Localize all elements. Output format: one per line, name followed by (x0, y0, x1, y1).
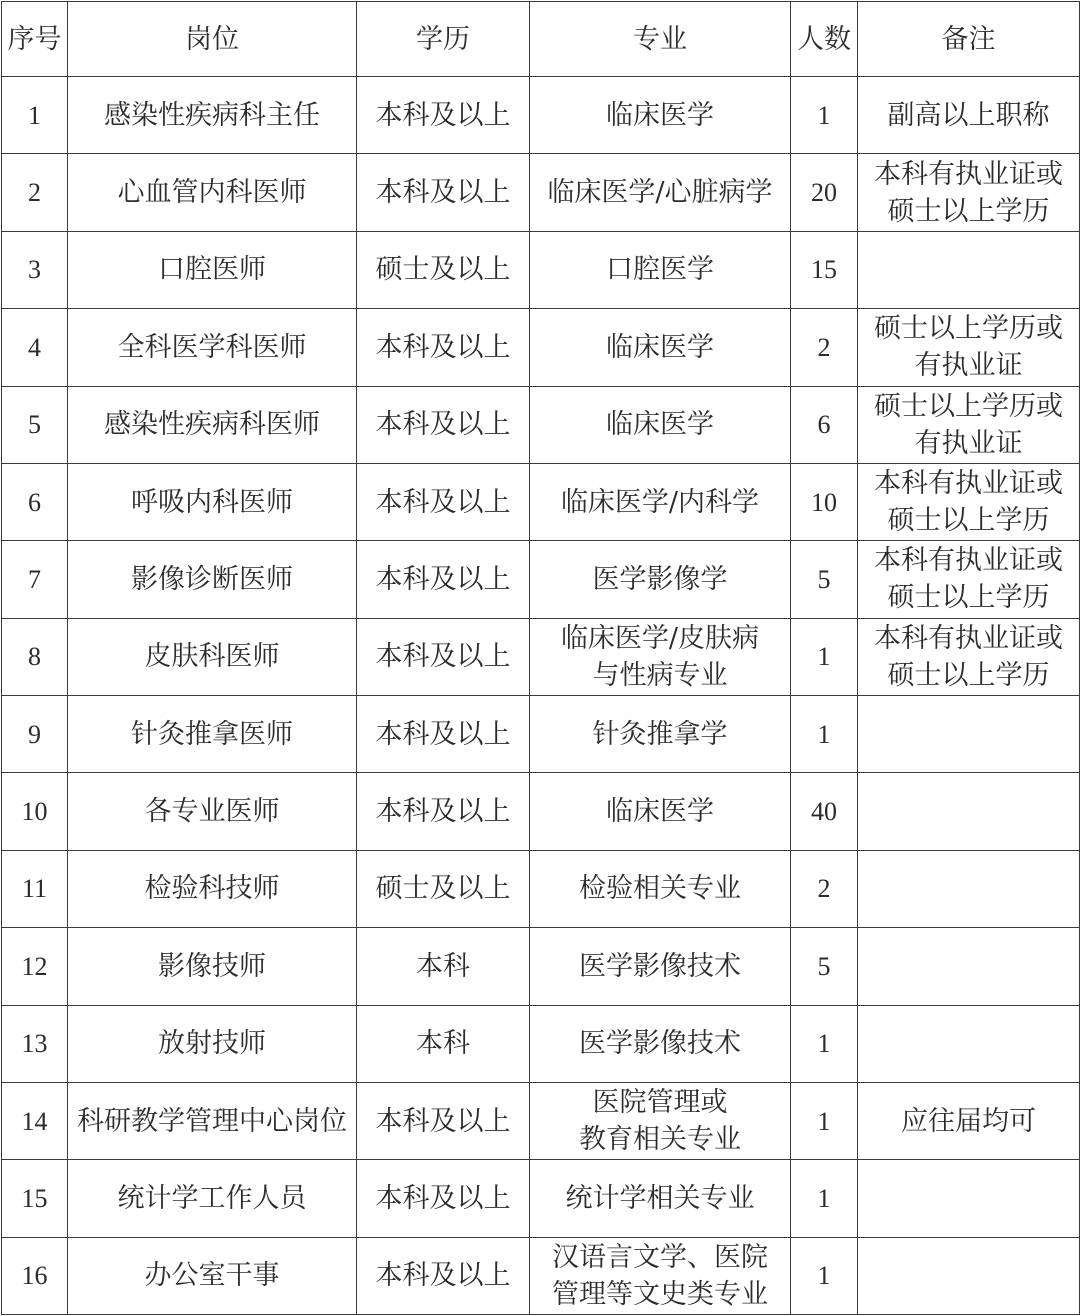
cell-education: 本科及以上 (357, 773, 530, 850)
cell-position: 全科医学科医师 (68, 309, 357, 386)
table-row (2, 1082, 1080, 1159)
cell-education: 硕士及以上 (357, 850, 530, 927)
header-notes: 备注 (858, 2, 1080, 77)
cell-count: 1 (791, 618, 858, 695)
table-row (2, 1160, 1080, 1237)
recruitment-table (1, 1, 1080, 1315)
cell-notes (858, 618, 1080, 695)
cell-position: 感染性疾病科医师 (68, 386, 357, 463)
cell-notes (858, 773, 1080, 850)
cell-position: 统计学工作人员 (68, 1160, 357, 1237)
cell-notes (858, 541, 1080, 618)
cell-index: 15 (2, 1160, 68, 1237)
cell-major-line: 与性病专业 (592, 659, 728, 691)
cell-index: 16 (2, 1237, 68, 1314)
cell-index: 13 (2, 1005, 68, 1082)
table-row (2, 463, 1080, 540)
cell-position: 各专业医师 (68, 773, 357, 850)
cell-major (530, 618, 791, 695)
cell-major (530, 77, 791, 154)
cell-count: 15 (791, 231, 858, 308)
cell-notes-line: 本科有执业证或 (874, 468, 1063, 500)
table-row (2, 1005, 1080, 1082)
cell-count: 10 (791, 463, 858, 540)
cell-notes (858, 231, 1080, 308)
cell-major-line: 临床医学/心脏病学 (547, 177, 773, 209)
cell-position: 针灸推拿医师 (68, 696, 357, 773)
cell-position: 影像诊断医师 (68, 541, 357, 618)
cell-major (530, 231, 791, 308)
table-header (2, 2, 1080, 77)
cell-major (530, 463, 791, 540)
cell-major (530, 928, 791, 1005)
cell-count: 40 (791, 773, 858, 850)
cell-education: 本科及以上 (357, 77, 530, 154)
cell-count: 1 (791, 1237, 858, 1314)
cell-count: 2 (791, 309, 858, 386)
cell-index: 6 (2, 463, 68, 540)
cell-index: 12 (2, 928, 68, 1005)
cell-education: 本科及以上 (357, 1237, 530, 1314)
cell-count: 5 (791, 541, 858, 618)
cell-major-line: 统计学相关专业 (565, 1182, 755, 1214)
cell-index: 14 (2, 1082, 68, 1159)
cell-notes (858, 850, 1080, 927)
cell-major-line: 临床医学/皮肤病 (560, 622, 760, 654)
cell-major-line: 医学影像技术 (579, 1028, 741, 1060)
cell-position: 口腔医师 (68, 231, 357, 308)
cell-notes-line: 硕士以上学历或 (874, 390, 1063, 422)
cell-position: 呼吸内科医师 (68, 463, 357, 540)
header-major: 专业 (530, 2, 791, 77)
cell-notes-line: 硕士以上学历 (887, 195, 1050, 227)
cell-notes-line: 应往届均可 (901, 1105, 1036, 1137)
cell-notes (858, 77, 1080, 154)
cell-education: 本科及以上 (357, 618, 530, 695)
cell-notes (858, 1237, 1080, 1314)
cell-notes (858, 696, 1080, 773)
cell-major-line: 医院管理或 (592, 1087, 728, 1119)
cell-education: 本科 (357, 928, 530, 1005)
cell-major-line: 临床医学 (606, 796, 714, 828)
cell-major-line: 汉语言文学、医院 (552, 1241, 768, 1273)
cell-education: 本科及以上 (357, 386, 530, 463)
cell-education: 本科及以上 (357, 696, 530, 773)
table-row (2, 1237, 1080, 1314)
cell-education: 本科及以上 (357, 1082, 530, 1159)
cell-position: 检验科技师 (68, 850, 357, 927)
cell-major (530, 1005, 791, 1082)
cell-index: 9 (2, 696, 68, 773)
cell-index: 4 (2, 309, 68, 386)
cell-notes-line: 硕士以上学历或 (874, 313, 1063, 345)
cell-major-line: 检验相关专业 (579, 873, 741, 905)
cell-notes-line: 本科有执业证或 (874, 622, 1063, 654)
header-position: 岗位 (68, 2, 357, 77)
cell-education: 本科及以上 (357, 541, 530, 618)
table-row (2, 541, 1080, 618)
cell-count: 1 (791, 1160, 858, 1237)
cell-major-line: 管理等文史类专业 (552, 1278, 768, 1310)
cell-major (530, 850, 791, 927)
cell-major (530, 1237, 791, 1314)
cell-major-line: 临床医学 (606, 99, 714, 131)
cell-major (530, 154, 791, 231)
table-row (2, 231, 1080, 308)
cell-count: 2 (791, 850, 858, 927)
cell-index: 2 (2, 154, 68, 231)
cell-major-line: 教育相关专业 (579, 1124, 741, 1156)
table-body (2, 77, 1080, 1315)
cell-major (530, 541, 791, 618)
cell-notes (858, 1082, 1080, 1159)
cell-notes (858, 1005, 1080, 1082)
cell-count: 5 (791, 928, 858, 1005)
cell-index: 11 (2, 850, 68, 927)
table-row (2, 386, 1080, 463)
cell-index: 3 (2, 231, 68, 308)
cell-position: 办公室干事 (68, 1237, 357, 1314)
cell-count: 6 (791, 386, 858, 463)
cell-major-line: 医学影像技术 (579, 950, 741, 982)
cell-education: 本科及以上 (357, 309, 530, 386)
cell-notes (858, 1160, 1080, 1237)
cell-major (530, 1160, 791, 1237)
cell-major-line: 临床医学 (606, 331, 714, 363)
cell-major-line: 临床医学/内科学 (560, 486, 760, 518)
cell-major-line: 口腔医学 (606, 254, 714, 286)
cell-major-line: 临床医学 (606, 409, 714, 441)
cell-notes-line: 硕士以上学历 (887, 505, 1050, 537)
table-row (2, 850, 1080, 927)
cell-notes-line: 本科有执业证或 (874, 545, 1063, 577)
table-row (2, 154, 1080, 231)
cell-notes-line: 硕士以上学历 (887, 582, 1050, 614)
table-row (2, 77, 1080, 154)
cell-notes (858, 309, 1080, 386)
table-row (2, 618, 1080, 695)
table-row (2, 928, 1080, 1005)
cell-position: 心血管内科医师 (68, 154, 357, 231)
header-education: 学历 (357, 2, 530, 77)
cell-major (530, 386, 791, 463)
cell-count: 1 (791, 77, 858, 154)
cell-major (530, 1082, 791, 1159)
cell-major (530, 309, 791, 386)
cell-major (530, 696, 791, 773)
cell-notes-line: 副高以上职称 (887, 99, 1050, 131)
cell-position: 皮肤科医师 (68, 618, 357, 695)
cell-notes (858, 463, 1080, 540)
cell-index: 10 (2, 773, 68, 850)
cell-index: 8 (2, 618, 68, 695)
cell-notes-line: 本科有执业证或 (874, 158, 1063, 190)
cell-major-line: 医学影像学 (592, 563, 728, 595)
cell-notes (858, 386, 1080, 463)
cell-count: 1 (791, 696, 858, 773)
cell-position: 科研教学管理中心岗位 (68, 1082, 357, 1159)
cell-notes-line: 硕士以上学历 (887, 659, 1050, 691)
cell-index: 7 (2, 541, 68, 618)
cell-major-line: 针灸推拿学 (592, 718, 728, 750)
table-row (2, 773, 1080, 850)
header-index: 序号 (2, 2, 68, 77)
cell-notes-line: 有执业证 (914, 427, 1023, 459)
cell-position: 放射技师 (68, 1005, 357, 1082)
cell-count: 1 (791, 1005, 858, 1082)
cell-count: 1 (791, 1082, 858, 1159)
cell-education: 本科及以上 (357, 1160, 530, 1237)
cell-notes-line: 有执业证 (914, 350, 1023, 382)
cell-education: 硕士及以上 (357, 231, 530, 308)
header-count: 人数 (791, 2, 858, 77)
cell-position: 感染性疾病科主任 (68, 77, 357, 154)
cell-education: 本科 (357, 1005, 530, 1082)
cell-index: 1 (2, 77, 68, 154)
cell-position: 影像技师 (68, 928, 357, 1005)
table-row (2, 309, 1080, 386)
table-row (2, 696, 1080, 773)
cell-index: 5 (2, 386, 68, 463)
cell-education: 本科及以上 (357, 154, 530, 231)
cell-count: 20 (791, 154, 858, 231)
cell-major (530, 773, 791, 850)
cell-notes (858, 154, 1080, 231)
cell-notes (858, 928, 1080, 1005)
header-row (2, 2, 1080, 77)
cell-education: 本科及以上 (357, 463, 530, 540)
